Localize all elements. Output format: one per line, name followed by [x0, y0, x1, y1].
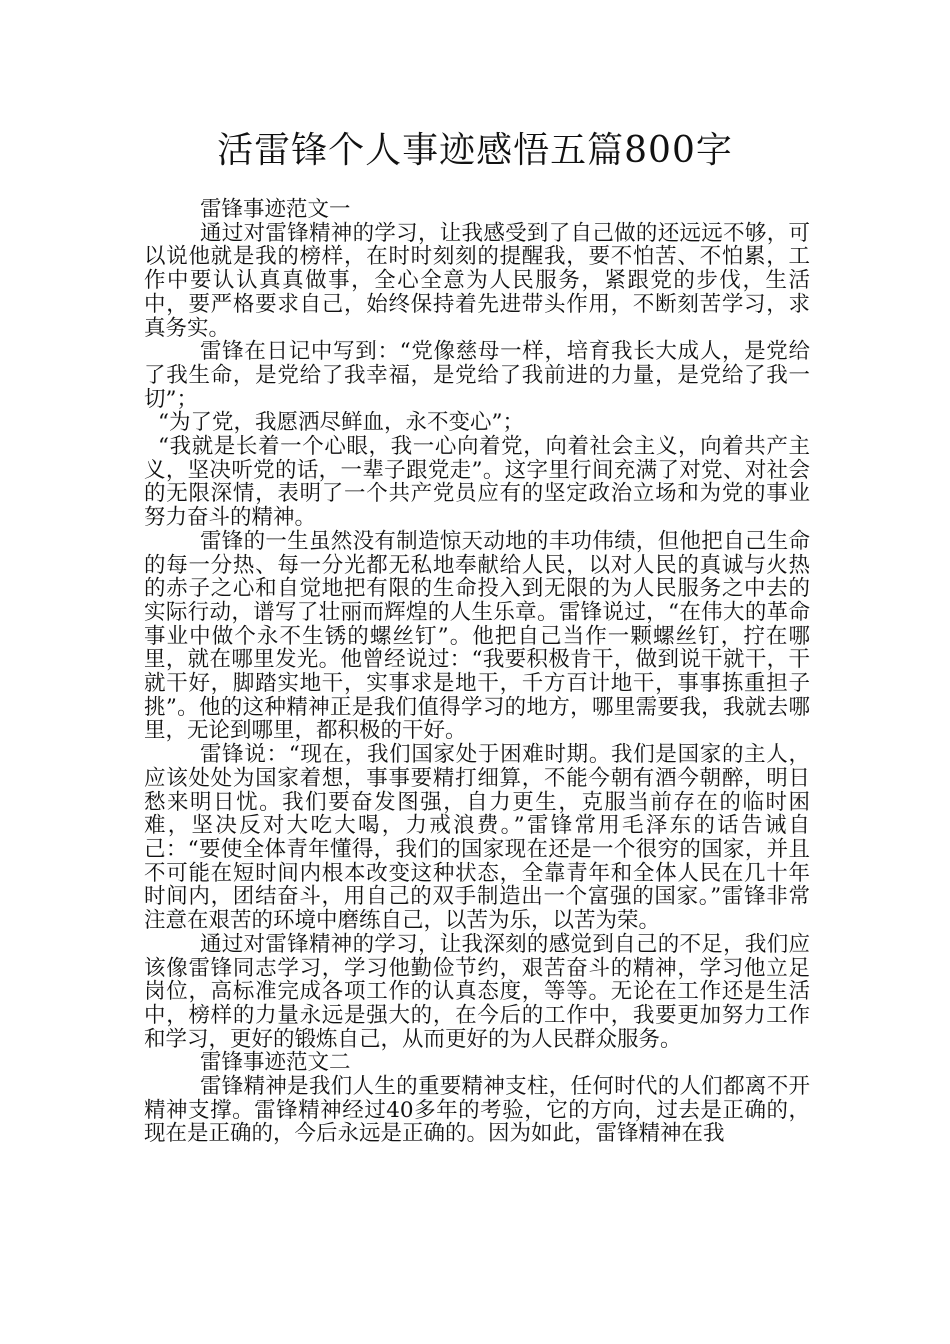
- document-title: 活雷锋个人事迹感悟五篇800字: [217, 130, 733, 171]
- quote-paragraph: “我就是长着一个心眼，我一心向着党，向着社会主义，向着共产主义，坚决听党的话，一辈子跟党走”。这字里行间充满了对党、对社会的无限深情，表明了一个共产党员应有的坚定政治立场和为党的事业努力奋斗的精神。: [144, 434, 810, 531]
- section-heading: 雷锋事迹范文一: [200, 197, 351, 222]
- body-paragraph: 通过对雷锋精神的学习，让我感受到了自己做的还远远不够，可以说他就是我的榜样，在时时刻刻的提醒我，要不怕苦、不怕累，工作中要认认真真做事，全心全意为人民服务，紧跟党的步伐，生活中，要严格要求自己，始终保持着先进带头作用，不断刻苦学习，求真务实。: [144, 220, 810, 341]
- body-paragraph: 雷锋说：“现在，我们国家处于困难时期。我们是国家的主人，应该处处为国家着想，事事要精打细算，不能今朝有酒今朝醉，明日愁来明日忧。我们要奋发图强，自力更生，克服当前存在的临时困难，坚决反对大吃大喝，力戒浪费。”雷锋常用毛泽东的话告诫自己：“要使全体青年懂得，我们的国家现在还是一个很穷的国家，并且不可能在短时间内根本改变这种状态，全靠青年和全体人民在几十年时间内，团结奋斗，用自己的双手制造出一个富强的国家。”雷锋非常注意在艰苦的环境中磨练自己，以苦为乐，以苦为荣。: [144, 742, 810, 934]
- quote-paragraph: “为了党，我愿洒尽鲜血，永不变心”；: [158, 410, 524, 436]
- body-paragraph: 雷锋精神是我们人生的重要精神支柱，任何时代的人们都离不开精神支撑。雷锋精神经过40多年的考验，它的方向，过去是正确的，现在是正确的，今后永远是正确的。因为如此，雷锋精神在我: [144, 1074, 810, 1147]
- body-paragraph: 雷锋在日记中写到：“党像慈母一样，培育我长大成人，是党给了我生命，是党给了我幸福，是党给了我前进的力量，是党给了我一切”；: [144, 339, 810, 412]
- body-paragraph: 通过对雷锋精神的学习，让我深刻的感觉到自己的不足，我们应该像雷锋同志学习，学习他勤俭节约，艰苦奋斗的精神，学习他立足岗位，高标准完成各项工作的认真态度，等等。无论在工作还是生活中，榜样的力量永远是强大的，在今后的工作中，我要更加努力工作和学习，更好的锻炼自己，从而更好的为人民群众服务。: [144, 931, 810, 1052]
- document-body: [144, 198, 810, 1146]
- body-paragraph: 雷锋的一生虽然没有制造惊天动地的丰功伟绩，但他把自己生命的每一分热、每一分光都无私地奉献给人民，以对人民的真诚与火热的赤子之心和自觉地把有限的生命投入到无限的为人民服务之中去的实际行动，谱写了壮丽而辉煌的人生乐章。雷锋说过，“在伟大的革命事业中做个永不生锈的螺丝钉”。他把自己当作一颗螺丝钉，拧在哪里，就在哪里发光。他曾经说过：“我要积极肯干，做到说干就干，干就干好，脚踏实地干，实事求是地干，千方百计地干，事事拣重担子挑”。他的这种精神正是我们值得学习的地方，哪里需要我，我就去哪里，无论到哪里，都积极的干好。: [144, 528, 810, 744]
- section-heading: 雷锋事迹范文二: [200, 1050, 351, 1076]
